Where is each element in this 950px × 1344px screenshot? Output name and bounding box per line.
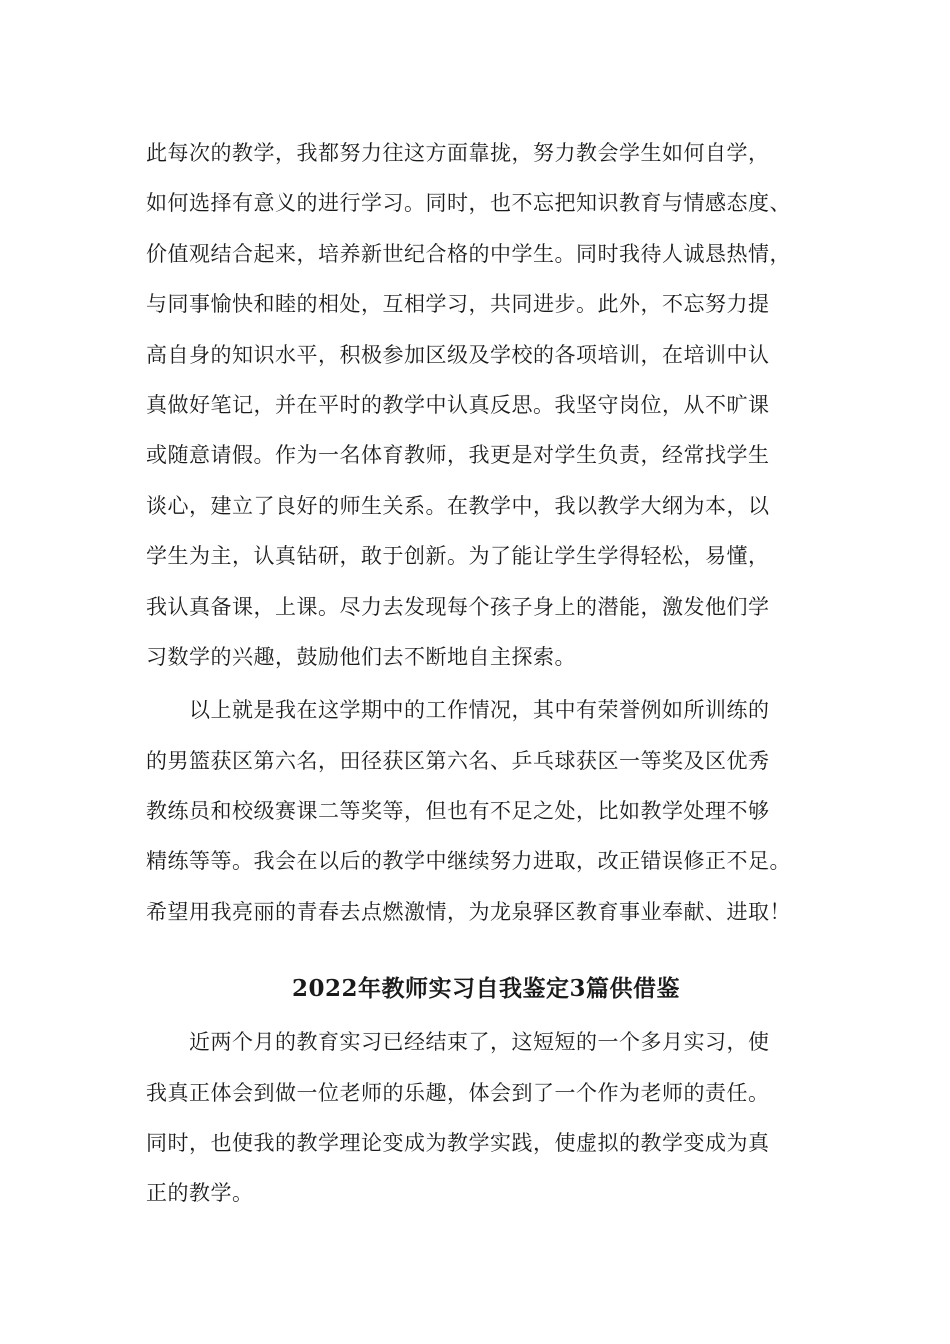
text-line: 此每次的教学，我都努力往这方面靠拢，努力教会学生如何自学， (146, 141, 770, 165)
text-line: 以上就是我在这学期中的工作情况，其中有荣誉例如所训练的 (146, 698, 770, 723)
text-line: 教练员和校级赛课二等奖等，但也有不足之处，比如教学处理不够 (146, 799, 770, 824)
text-line: 正的教学。 (146, 1181, 254, 1206)
text-line: 精练等等。我会在以后的教学中继续努力进取，改正错误修正不足。 (146, 849, 791, 874)
text-line: 习数学的兴趣，鼓励他们去不断地自主探索。 (146, 644, 576, 669)
section-title: 2022年教师实习自我鉴定3篇供借鉴 (291, 975, 681, 1003)
text-line: 近两个月的教育实习已经结束了，这短短的一个多月实习，使 (146, 1030, 770, 1055)
text-line: 真做好笔记，并在平时的教学中认真反思。我坚守岗位，从不旷课 (146, 392, 770, 417)
paragraph-1 (146, 128, 826, 682)
text-line: 谈心，建立了良好的师生关系。在教学中，我以教学大纲为本，以 (146, 493, 770, 518)
text-line: 我认真备课，上课。尽力去发现每个孩子身上的潜能，激发他们学 (146, 594, 770, 619)
text-line: 的男篮获区第六名，田径获区第六名、乒乓球获区一等奖及区优秀 (146, 748, 770, 773)
text-line: 与同事愉快和睦的相处，互相学习，共同进步。此外，不忘努力提 (146, 292, 770, 317)
text-line: 如何选择有意义的进行学习。同时，也不忘把知识教育与情感态度、 (146, 191, 791, 216)
text-line: 价值观结合起来，培养新世纪合格的中学生。同时我待人诚恳热情， (146, 241, 791, 266)
paragraph-3 (146, 1017, 826, 1219)
text-line: 或随意请假。作为一名体育教师，我更是对学生负责，经常找学生 (146, 443, 770, 468)
document-page (146, 128, 826, 1219)
text-line: 希望用我亮丽的青春去点燃激情，为龙泉驿区教育事业奉献、进取！ (146, 899, 791, 924)
text-line: 我真正体会到做一位老师的乐趣，体会到了一个作为老师的责任。 (146, 1080, 770, 1105)
text-line: 学生为主，认真钻研，敢于创新。为了能让学生学得轻松，易懂， (146, 544, 770, 569)
text-line: 同时，也使我的教学理论变成为教学实践，使虚拟的教学变成为真 (146, 1131, 770, 1156)
paragraph-2 (146, 685, 826, 937)
text-line: 高自身的知识水平，积极参加区级及学校的各项培训，在培训中认 (146, 342, 770, 367)
